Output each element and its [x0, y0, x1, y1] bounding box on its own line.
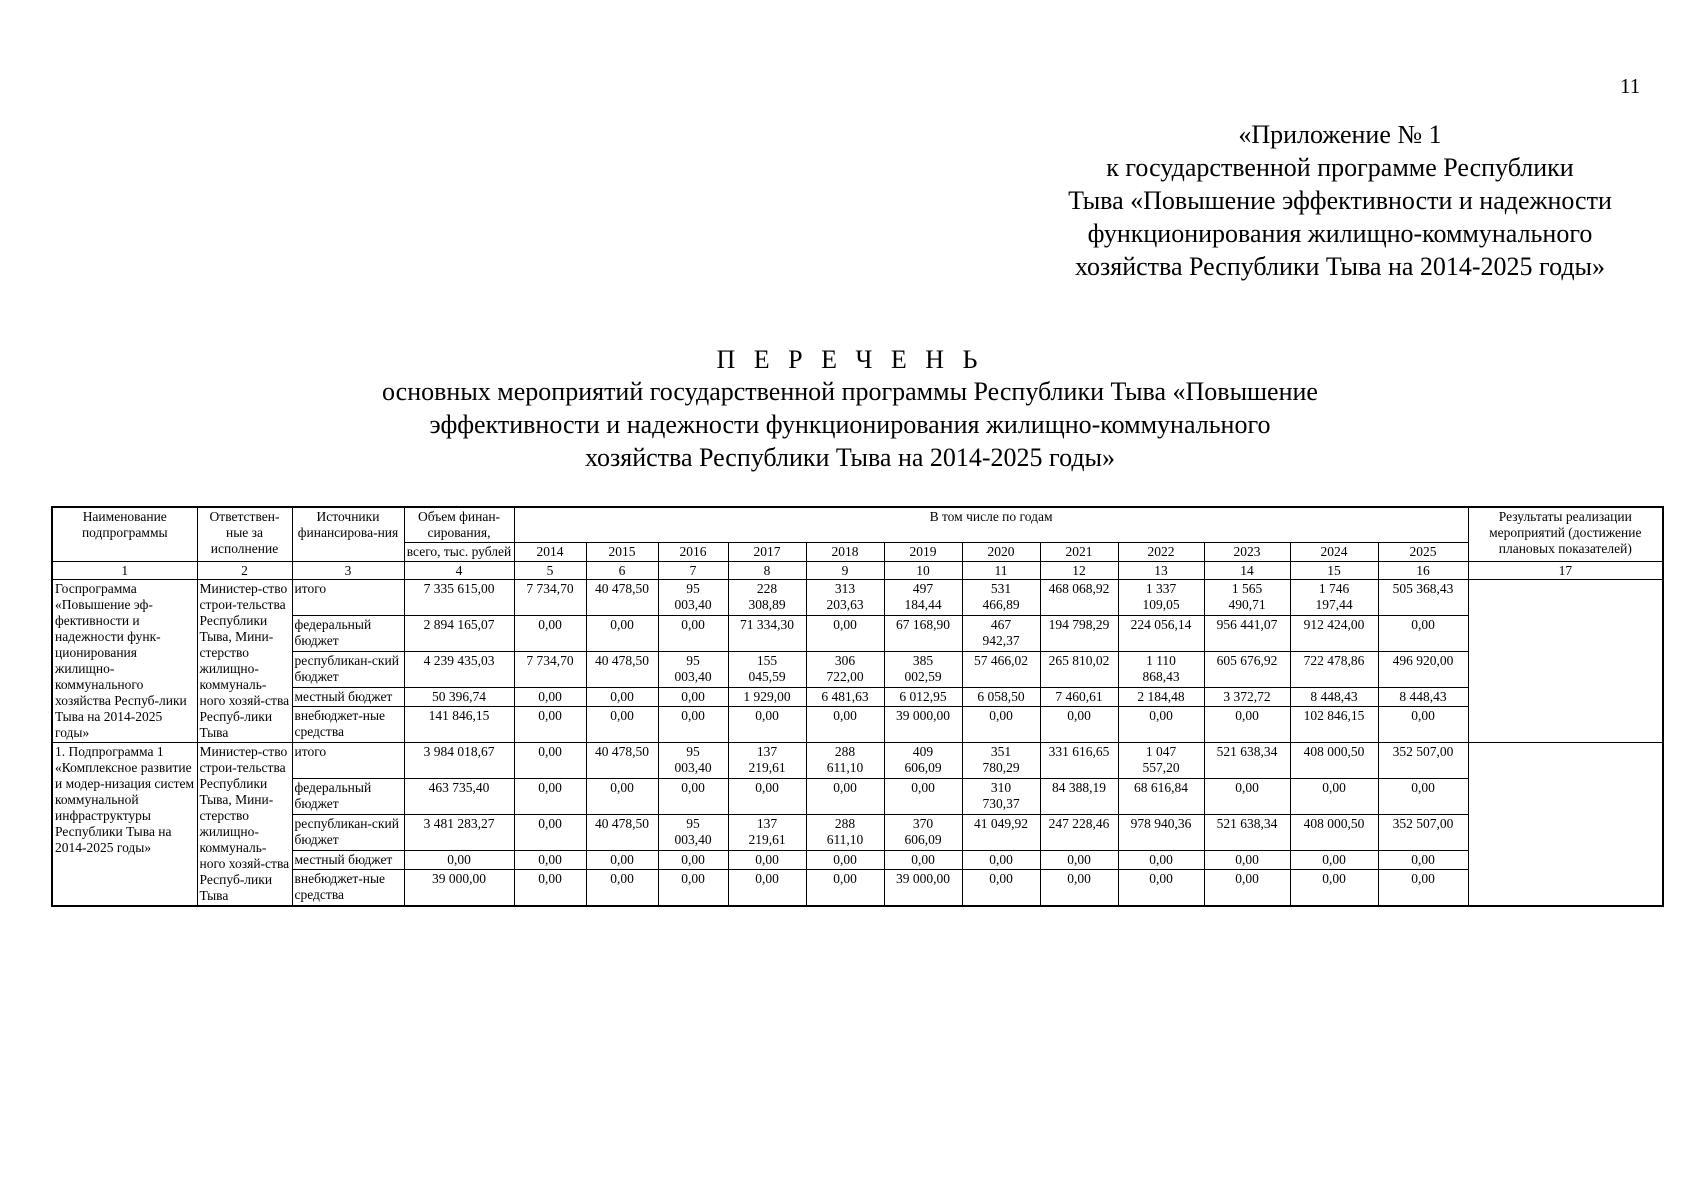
year-value: 310 730,37 [962, 778, 1040, 814]
activities-table-wrapper [51, 506, 1662, 907]
year-value: 722 478,86 [1290, 651, 1378, 687]
year-value: 0,00 [514, 814, 586, 850]
funding-source: внебюджет-ные средства [292, 707, 404, 743]
year-value: 0,00 [1118, 707, 1204, 743]
header-year: 2017 [728, 543, 806, 562]
responsible-executor: Министер-ство строи-тельства Республики Тыва, Мини-стерство жилищно-коммуналь-ного хозяй-ства Респуб-лики Тыва [197, 580, 292, 743]
year-value: 0,00 [658, 707, 728, 743]
year-value: 0,00 [1204, 707, 1290, 743]
year-value: 8 448,43 [1378, 687, 1468, 706]
header-year: 2020 [962, 543, 1040, 562]
results-cell [1468, 743, 1663, 907]
year-value: 95 003,40 [658, 651, 728, 687]
year-value: 352 507,00 [1378, 743, 1468, 779]
column-number: 9 [806, 562, 884, 580]
year-value: 912 424,00 [1290, 615, 1378, 651]
year-value: 228 308,89 [728, 580, 806, 616]
column-number: 5 [514, 562, 586, 580]
funding-total: 463 735,40 [404, 778, 514, 814]
year-value: 0,00 [658, 615, 728, 651]
year-value: 7 460,61 [1040, 687, 1118, 706]
year-value: 224 056,14 [1118, 615, 1204, 651]
year-value: 0,00 [1378, 870, 1468, 906]
year-value: 0,00 [658, 778, 728, 814]
year-value: 313 203,63 [806, 580, 884, 616]
table-row [52, 850, 1663, 869]
year-value: 265 810,02 [1040, 651, 1118, 687]
year-value: 0,00 [514, 615, 586, 651]
year-value: 0,00 [1040, 850, 1118, 869]
appendix-line: хозяйства Республики Тыва на 2014-2025 годы» [1074, 252, 1606, 281]
header-years-group: В том числе по годам [514, 507, 1468, 543]
year-value: 0,00 [514, 850, 586, 869]
column-number: 6 [586, 562, 658, 580]
column-number: 16 [1378, 562, 1468, 580]
year-value: 40 478,50 [586, 580, 658, 616]
year-value: 71 334,30 [728, 615, 806, 651]
table-row [52, 687, 1663, 706]
year-value: 102 846,15 [1290, 707, 1378, 743]
year-value: 0,00 [884, 850, 962, 869]
header-volume-bottom: всего, тыс. рублей [404, 543, 514, 562]
table-row [52, 707, 1663, 743]
column-number: 15 [1290, 562, 1378, 580]
year-value: 0,00 [658, 850, 728, 869]
year-value: 0,00 [1040, 870, 1118, 906]
subtitle-line: основных мероприятий государственной программы Республики Тыва «Повышение [382, 377, 1318, 406]
year-value: 0,00 [1040, 707, 1118, 743]
year-value: 468 068,92 [1040, 580, 1118, 616]
year-value: 7 734,70 [514, 580, 586, 616]
subprogram-name: Госпрограмма «Повышение эф-фективности и надежности функ-ционирования жилищно-коммунального хозяйства Респуб-лики Тыва на 2014-2025 годы» [52, 580, 197, 743]
year-value: 351 780,29 [962, 743, 1040, 779]
year-value: 0,00 [658, 687, 728, 706]
year-value: 0,00 [1118, 870, 1204, 906]
year-value: 0,00 [514, 707, 586, 743]
year-value: 0,00 [806, 870, 884, 906]
year-value: 0,00 [586, 870, 658, 906]
year-value: 0,00 [514, 743, 586, 779]
page-number: 11 [1620, 74, 1641, 98]
header-year: 2019 [884, 543, 962, 562]
header-year: 2016 [658, 543, 728, 562]
document-title: П Е Р Е Ч Е Н Ь [716, 345, 984, 374]
appendix-line: функционирования жилищно-коммунального [1087, 219, 1593, 248]
year-value: 0,00 [806, 615, 884, 651]
year-value: 0,00 [514, 778, 586, 814]
year-value: 0,00 [806, 850, 884, 869]
column-number: 11 [962, 562, 1040, 580]
header-year: 2018 [806, 543, 884, 562]
year-value: 1 565 490,71 [1204, 580, 1290, 616]
year-value: 956 441,07 [1204, 615, 1290, 651]
year-value: 194 798,29 [1040, 615, 1118, 651]
year-value: 1 746 197,44 [1290, 580, 1378, 616]
year-value: 6 012,95 [884, 687, 962, 706]
column-number: 3 [292, 562, 404, 580]
year-value: 0,00 [586, 850, 658, 869]
year-value: 0,00 [962, 850, 1040, 869]
year-value: 7 734,70 [514, 651, 586, 687]
year-value: 84 388,19 [1040, 778, 1118, 814]
column-number: 2 [197, 562, 292, 580]
column-number: 1 [52, 562, 197, 580]
year-value: 155 045,59 [728, 651, 806, 687]
document-subtitle [300, 375, 1400, 474]
year-value: 408 000,50 [1290, 743, 1378, 779]
year-value: 6 481,63 [806, 687, 884, 706]
year-value: 0,00 [1204, 850, 1290, 869]
table-row [52, 743, 1663, 779]
year-value: 1 047 557,20 [1118, 743, 1204, 779]
table-row [52, 651, 1663, 687]
subtitle-line: хозяйства Республики Тыва на 2014-2025 годы» [584, 443, 1116, 472]
year-value: 0,00 [806, 778, 884, 814]
year-value: 496 920,00 [1378, 651, 1468, 687]
header-year: 2022 [1118, 543, 1204, 562]
year-value: 408 000,50 [1290, 814, 1378, 850]
results-cell [1468, 580, 1663, 743]
subprogram-name: 1. Подпрограмма 1 «Комплексное развитие и модер-низация систем коммунальной инфраструктуры Республики Тыва на 2014-2025 годы» [52, 743, 197, 907]
header-year: 2023 [1204, 543, 1290, 562]
year-value: 3 372,72 [1204, 687, 1290, 706]
year-value: 0,00 [586, 615, 658, 651]
year-value: 288 611,10 [806, 814, 884, 850]
year-value: 385 002,59 [884, 651, 962, 687]
funding-source: республикан-ский бюджет [292, 814, 404, 850]
year-value: 67 168,90 [884, 615, 962, 651]
column-number: 13 [1118, 562, 1204, 580]
year-value: 531 466,89 [962, 580, 1040, 616]
year-value: 0,00 [514, 870, 586, 906]
year-value: 39 000,00 [884, 870, 962, 906]
funding-source: федеральный бюджет [292, 778, 404, 814]
year-value: 57 466,02 [962, 651, 1040, 687]
year-value: 1 110 868,43 [1118, 651, 1204, 687]
funding-total: 4 239 435,03 [404, 651, 514, 687]
year-value: 497 184,44 [884, 580, 962, 616]
year-value: 0,00 [728, 870, 806, 906]
year-value: 978 940,36 [1118, 814, 1204, 850]
header-results: Результаты реализации мероприятий (достижение плановых показателей) [1468, 507, 1663, 562]
year-value: 370 606,09 [884, 814, 962, 850]
year-value: 40 478,50 [586, 651, 658, 687]
header-responsible: Ответствен-ные за исполнение [197, 507, 292, 562]
funding-source: местный бюджет [292, 687, 404, 706]
year-value: 0,00 [1290, 778, 1378, 814]
year-value: 68 616,84 [1118, 778, 1204, 814]
header-volume-top: Объем финан-сирования, [404, 507, 514, 543]
funding-total: 39 000,00 [404, 870, 514, 906]
year-value: 41 049,92 [962, 814, 1040, 850]
year-value: 95 003,40 [658, 580, 728, 616]
year-value: 0,00 [728, 778, 806, 814]
year-value: 331 616,65 [1040, 743, 1118, 779]
funding-source: республикан-ский бюджет [292, 651, 404, 687]
table-row [52, 580, 1663, 616]
column-number-row [52, 562, 1663, 580]
funding-source: внебюджет-ные средства [292, 870, 404, 906]
year-value: 521 638,34 [1204, 743, 1290, 779]
funding-total: 3 481 283,27 [404, 814, 514, 850]
appendix-line: к государственной программе Республики [1106, 153, 1574, 182]
header-sources: Источники финансирова-ния [292, 507, 404, 562]
column-number: 7 [658, 562, 728, 580]
year-value: 0,00 [658, 870, 728, 906]
responsible-executor: Министер-ство строи-тельства Республики Тыва, Мини-стерство жилищно-коммуналь-ного хозяй-ства Респуб-лики Тыва [197, 743, 292, 907]
appendix-line: «Приложение № 1 [1238, 120, 1442, 149]
year-value: 0,00 [962, 870, 1040, 906]
year-value: 0,00 [884, 778, 962, 814]
year-value: 137 219,61 [728, 743, 806, 779]
year-value: 306 722,00 [806, 651, 884, 687]
year-value: 0,00 [806, 707, 884, 743]
funding-total: 7 335 615,00 [404, 580, 514, 616]
year-value: 0,00 [1118, 850, 1204, 869]
year-value: 0,00 [514, 687, 586, 706]
header-year: 2024 [1290, 543, 1378, 562]
year-value: 0,00 [1378, 850, 1468, 869]
funding-source: местный бюджет [292, 850, 404, 869]
year-value: 605 676,92 [1204, 651, 1290, 687]
funding-total: 3 984 018,67 [404, 743, 514, 779]
activities-table [51, 506, 1664, 907]
year-value: 352 507,00 [1378, 814, 1468, 850]
header-name: Наименование подпрограммы [52, 507, 197, 562]
year-value: 505 368,43 [1378, 580, 1468, 616]
table-row [52, 870, 1663, 906]
header-year: 2025 [1378, 543, 1468, 562]
table-row [52, 778, 1663, 814]
year-value: 95 003,40 [658, 814, 728, 850]
funding-total: 141 846,15 [404, 707, 514, 743]
year-value: 40 478,50 [586, 743, 658, 779]
year-value: 288 611,10 [806, 743, 884, 779]
funding-total: 0,00 [404, 850, 514, 869]
year-value: 247 228,46 [1040, 814, 1118, 850]
column-number: 17 [1468, 562, 1663, 580]
year-value: 0,00 [962, 707, 1040, 743]
year-value: 0,00 [728, 850, 806, 869]
year-value: 0,00 [728, 707, 806, 743]
year-value: 467 942,37 [962, 615, 1040, 651]
year-value: 1 929,00 [728, 687, 806, 706]
year-value: 0,00 [586, 707, 658, 743]
column-number: 14 [1204, 562, 1290, 580]
year-value: 95 003,40 [658, 743, 728, 779]
table-body [52, 580, 1663, 907]
year-value: 39 000,00 [884, 707, 962, 743]
appendix-line: Тыва «Повышение эффективности и надежности [1068, 186, 1612, 215]
table-row [52, 615, 1663, 651]
header-year: 2015 [586, 543, 658, 562]
year-value: 40 478,50 [586, 814, 658, 850]
funding-source: итого [292, 580, 404, 616]
year-value: 6 058,50 [962, 687, 1040, 706]
year-value: 0,00 [586, 687, 658, 706]
year-value: 8 448,43 [1290, 687, 1378, 706]
column-number: 12 [1040, 562, 1118, 580]
subtitle-line: эффективности и надежности функционирования жилищно-коммунального [429, 410, 1271, 439]
year-value: 0,00 [1204, 778, 1290, 814]
funding-source: федеральный бюджет [292, 615, 404, 651]
column-number: 4 [404, 562, 514, 580]
year-value: 137 219,61 [728, 814, 806, 850]
year-value: 0,00 [1378, 707, 1468, 743]
table-row [52, 814, 1663, 850]
funding-total: 2 894 165,07 [404, 615, 514, 651]
year-value: 0,00 [1378, 615, 1468, 651]
year-value: 0,00 [1204, 870, 1290, 906]
year-value: 2 184,48 [1118, 687, 1204, 706]
year-value: 0,00 [586, 778, 658, 814]
year-value: 1 337 109,05 [1118, 580, 1204, 616]
year-value: 0,00 [1290, 870, 1378, 906]
year-value: 409 606,09 [884, 743, 962, 779]
column-number: 8 [728, 562, 806, 580]
appendix-caption [1040, 118, 1640, 283]
year-value: 0,00 [1290, 850, 1378, 869]
header-year: 2014 [514, 543, 586, 562]
year-value: 521 638,34 [1204, 814, 1290, 850]
column-number: 10 [884, 562, 962, 580]
funding-total: 50 396,74 [404, 687, 514, 706]
header-year: 2021 [1040, 543, 1118, 562]
year-value: 0,00 [1378, 778, 1468, 814]
funding-source: итого [292, 743, 404, 779]
